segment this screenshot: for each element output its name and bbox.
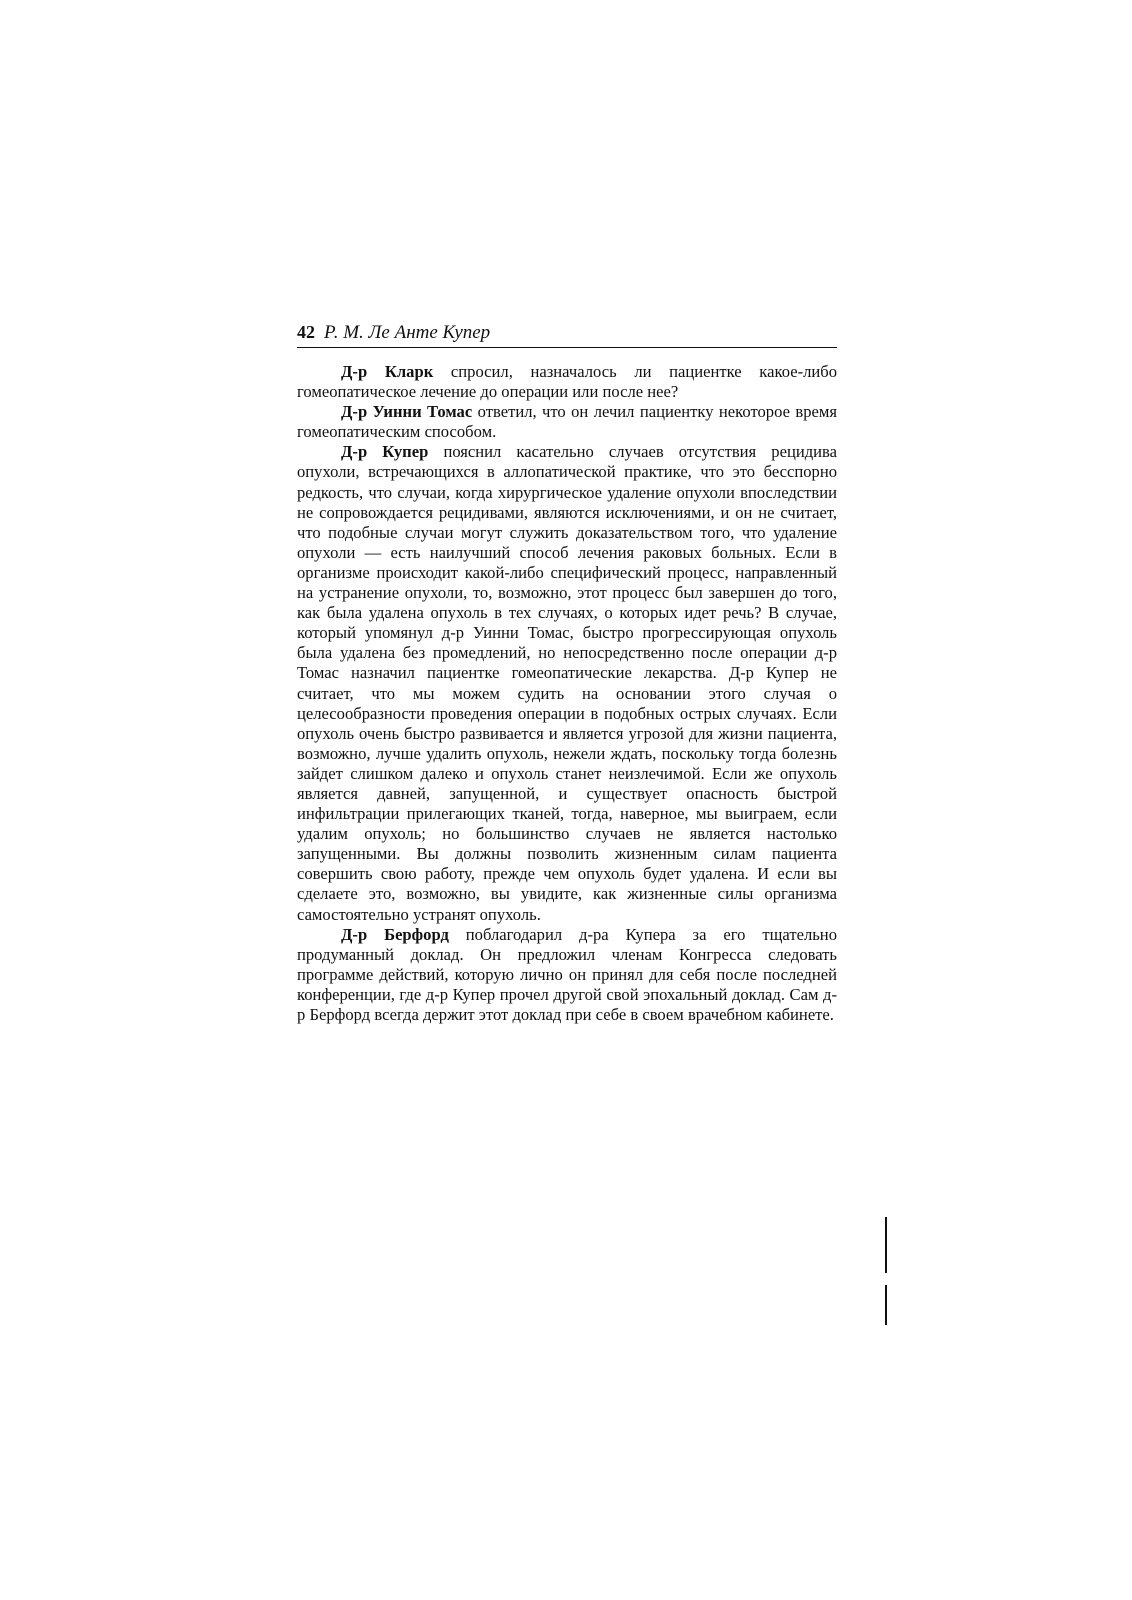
paragraph-clark: [297, 362, 837, 402]
page-number: 42: [297, 322, 315, 342]
speaker-name: Д-р Берфорд: [341, 924, 449, 944]
paragraph-text: ответил, что он лечил пациентку некоторое время гомеопатическим способом.: [297, 402, 837, 442]
running-title: Р. М. Ле Анте Купер: [324, 322, 491, 343]
speaker-name: Д-р Уинни Томас: [341, 402, 473, 422]
paragraph-burford: [297, 925, 837, 1025]
running-head: [297, 322, 837, 348]
page-content: [297, 322, 837, 1025]
paragraph-text: спросил, назначалось ли пациентке какое-либо гомеопатическое лечение до операции или после нее?: [297, 362, 837, 402]
paragraph-text: пояснил касательно случаев отсутствия рецидива опухоли, встречающихся в аллопатической практике, что это бесспорно редкость, что случаи, когда хирургическое удаление опухоли впоследствии не сопровождается рецидивами, являются исключениями, и он не считает, что подобные случаи могут служить доказательством того, что удаление опухоли — есть наилучший способ лечения раковых больных. Если в организме происходит какой-либо специфический процесс, направленный на устранение опухоли, то, возможно, этот процесс был завершен до того, как была удалена опухоль в тех случаях, о которых идет речь? В случае, который упомянул д-р Уинни Томас, быстро прогрессирующая опухоль была удалена без промедлений, но непосредственно после операции д-р Томас назначил пациентке гомеопатические лекарства. Д-р Купер не считает, что мы можем судить на основании этого случая о целесообразности проведения операции в подобных острых случаях. Если опухоль очень быстро развивается и является угрозой для жизни пациента, возможно, лучше удалить опухоль, нежели ждать, поскольку тогда болезнь зайдет слишком далеко и опухоль станет неизлечимой. Если же опухоль является давней, запущенной, и существует опасность быстрой инфильтрации прилегающих тканей, тогда, наверное, мы выиграем, если удалим опухоль; но большинство случаев не является настолько запущенными. Вы должны позволить жизненным силам пациента совершить свою работу, прежде чем опухоль будет удалена. И если вы сделаете это, возможно, вы увидите, как жизненные силы организма самостоятельно устранят опухоль.: [297, 442, 838, 924]
speaker-name: Д-р Купер: [341, 442, 429, 462]
paragraph-text: поблагодарил д-ра Купера за его тщательно продуманный доклад. Он предложил членам Конгресса следовать программе действий, которую лично он принял для себя после последней конференции, где д-р Купер прочел другой свой эпохальный доклад. Сам д-р Берфорд всегда держит этот доклад при себе в своем врачебном кабинете.: [297, 924, 837, 1024]
scan-margin-mark: [885, 1217, 887, 1273]
paragraph-cooper: [297, 442, 837, 924]
paragraph-thomas: [297, 402, 837, 442]
scan-margin-mark: [885, 1285, 887, 1325]
speaker-name: Д-р Кларк: [341, 362, 434, 381]
